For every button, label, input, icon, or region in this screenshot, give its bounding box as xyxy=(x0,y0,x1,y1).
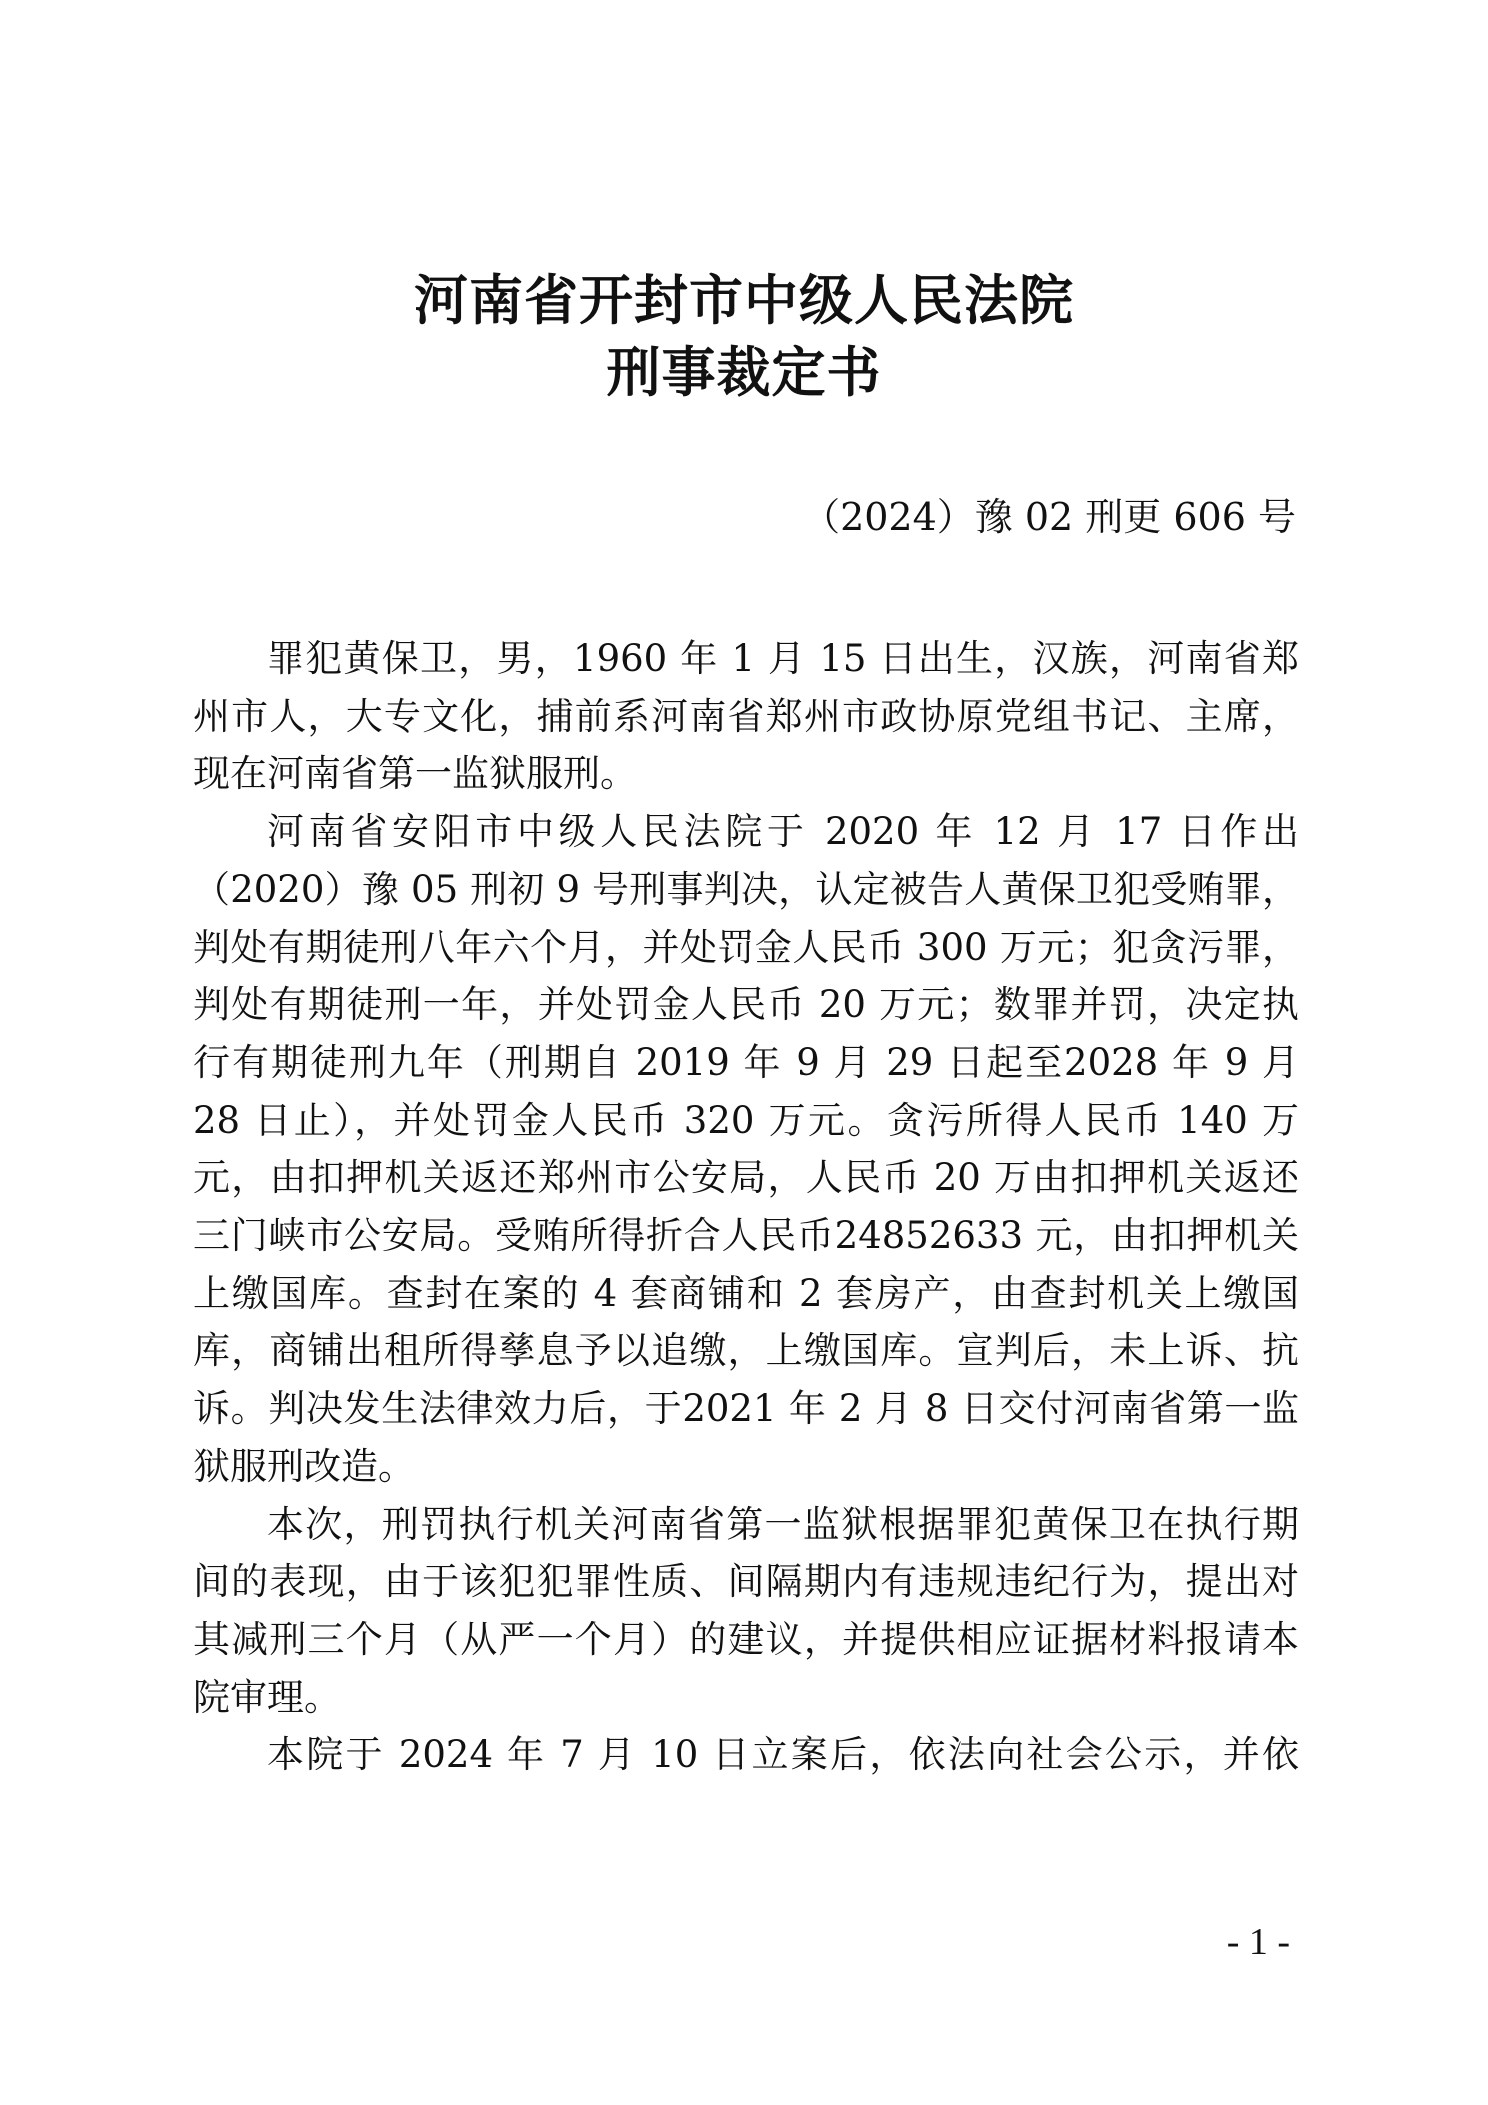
case-number: （2024）豫 02 刑更 606 号 xyxy=(802,495,1296,539)
paragraph-defendant-info: 罪犯黄保卫，男，1960 年 1 月 15 日出生，汉族，河南省郑州市人，大专文化，捕前系河南省郑州市政协原党组书记、主席，现在河南省第一监狱服刑。 xyxy=(193,637,1299,796)
court-name-heading: 河南省开封市中级人民法院 xyxy=(414,268,1074,332)
page-number: - 1 - xyxy=(1226,1921,1290,1963)
document-type-heading: 刑事裁定书 xyxy=(606,340,882,404)
paragraph-commutation-proposal: 本次，刑罚执行机关河南省第一监狱根据罪犯黄保卫在执行期间的表现，由于该犯犯罪性质、间隔期内有违规违纪行为，提出对其减刑三个月（从严一个月）的建议，并提供相应证据材料报请本院审理。 xyxy=(193,1502,1299,1719)
paragraph-court-procedure: 本院于 2024 年 7 月 10 日立案后，依法向社会公示，并依 xyxy=(267,1733,1299,1777)
paragraph-original-judgment: 河南省安阳市中级人民法院于 2020 年 12 月 17 日作出（2020）豫 05 刑初 9 号刑事判决，认定被告人黄保卫犯受贿罪，判处有期徒刑八年六个月，并处罚金人民币 300 万元；犯贪污罪，判处有期徒刑一年，并处罚金人民币 20 万元；数罪并罚，决定执行有期徒刑九年（刑期自 2019 年 9 月 29 日起至2028 年 9 月 28 日止），并处罚金人民币 320 万元。贪污所得人民币 140 万元，由扣押机关返还郑州市公安局，人民币 20 万由扣押机关返还三门峡市公安局。受贿所得折合人民币24852633 元，由扣押机关上缴国库。查封在案的 4 套商铺和 2 套房产，由查封机关上缴国库，商铺出租所得孳息予以追缴，上缴国库。宣判后，未上诉、抗诉。判决发生法律效力后，于2021 年 2 月 8 日交付河南省第一监狱服刑改造。 xyxy=(193,810,1299,1488)
document-body xyxy=(193,630,1299,1784)
